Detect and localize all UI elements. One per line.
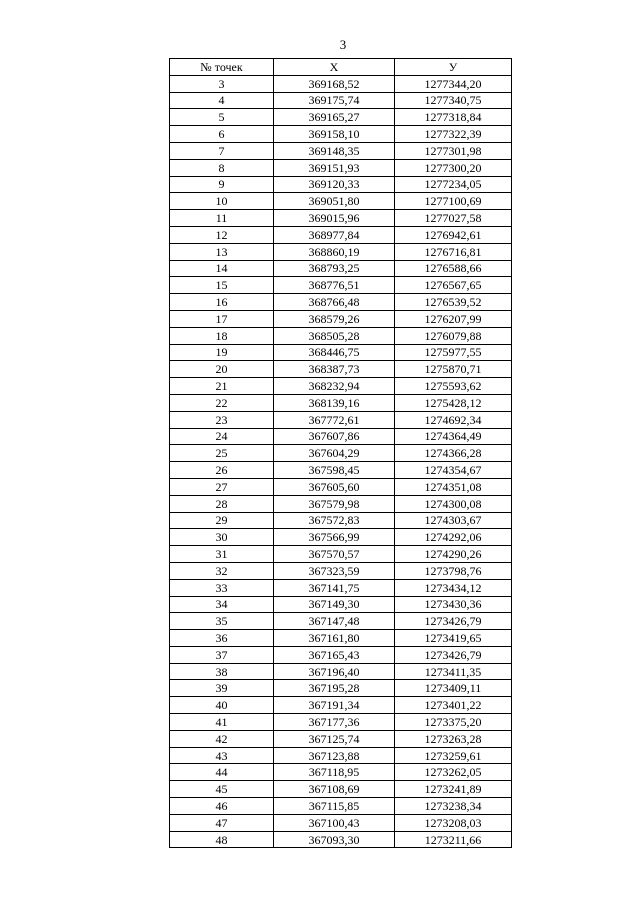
cell-point-number: 27 xyxy=(170,478,274,495)
coordinates-table xyxy=(169,58,512,848)
cell-y: 1274300,08 xyxy=(395,495,512,512)
cell-y: 1273419,65 xyxy=(395,630,512,647)
table-row xyxy=(170,579,512,596)
cell-point-number: 12 xyxy=(170,226,274,243)
table-row xyxy=(170,680,512,697)
cell-x: 369148,35 xyxy=(274,142,395,159)
cell-point-number: 30 xyxy=(170,529,274,546)
cell-x: 369175,74 xyxy=(274,92,395,109)
table-row xyxy=(170,428,512,445)
cell-x: 367196,40 xyxy=(274,663,395,680)
cell-y: 1277100,69 xyxy=(395,193,512,210)
table-row xyxy=(170,277,512,294)
cell-x: 367093,30 xyxy=(274,831,395,848)
cell-y: 1277340,75 xyxy=(395,92,512,109)
cell-x: 369165,27 xyxy=(274,109,395,126)
cell-point-number: 24 xyxy=(170,428,274,445)
cell-point-number: 13 xyxy=(170,243,274,260)
cell-x: 367604,29 xyxy=(274,445,395,462)
cell-x: 367605,60 xyxy=(274,478,395,495)
cell-x: 367123,88 xyxy=(274,747,395,764)
table-row xyxy=(170,210,512,227)
cell-y: 1273208,03 xyxy=(395,814,512,831)
table-row xyxy=(170,394,512,411)
table-row xyxy=(170,495,512,512)
cell-y: 1273401,22 xyxy=(395,697,512,714)
cell-point-number: 33 xyxy=(170,579,274,596)
table-row xyxy=(170,546,512,563)
table-row xyxy=(170,176,512,193)
cell-point-number: 43 xyxy=(170,747,274,764)
cell-point-number: 9 xyxy=(170,176,274,193)
cell-x: 368505,28 xyxy=(274,327,395,344)
cell-y: 1273430,36 xyxy=(395,596,512,613)
cell-point-number: 16 xyxy=(170,294,274,311)
cell-point-number: 25 xyxy=(170,445,274,462)
cell-x: 367125,74 xyxy=(274,730,395,747)
table-row xyxy=(170,630,512,647)
cell-y: 1276942,61 xyxy=(395,226,512,243)
cell-x: 368860,19 xyxy=(274,243,395,260)
cell-y: 1277301,98 xyxy=(395,142,512,159)
cell-x: 368977,84 xyxy=(274,226,395,243)
cell-x: 367147,48 xyxy=(274,613,395,630)
table-row xyxy=(170,260,512,277)
cell-y: 1277344,20 xyxy=(395,75,512,92)
cell-point-number: 3 xyxy=(170,75,274,92)
cell-y: 1276588,66 xyxy=(395,260,512,277)
cell-x: 367161,80 xyxy=(274,630,395,647)
cell-point-number: 23 xyxy=(170,411,274,428)
table-header-row xyxy=(170,59,512,76)
cell-x: 367607,86 xyxy=(274,428,395,445)
cell-x: 367165,43 xyxy=(274,646,395,663)
cell-y: 1273259,61 xyxy=(395,747,512,764)
cell-x: 369158,10 xyxy=(274,126,395,143)
cell-x: 367149,30 xyxy=(274,596,395,613)
table-row xyxy=(170,478,512,495)
table-row xyxy=(170,126,512,143)
page-number: 3 xyxy=(339,37,347,52)
header-x: Х xyxy=(274,59,395,76)
table-row xyxy=(170,646,512,663)
cell-point-number: 32 xyxy=(170,562,274,579)
cell-point-number: 10 xyxy=(170,193,274,210)
cell-point-number: 7 xyxy=(170,142,274,159)
cell-point-number: 18 xyxy=(170,327,274,344)
cell-x: 367572,83 xyxy=(274,512,395,529)
cell-x: 367108,69 xyxy=(274,781,395,798)
cell-x: 369168,52 xyxy=(274,75,395,92)
cell-point-number: 4 xyxy=(170,92,274,109)
cell-point-number: 34 xyxy=(170,596,274,613)
cell-y: 1277234,05 xyxy=(395,176,512,193)
cell-point-number: 35 xyxy=(170,613,274,630)
table-row xyxy=(170,562,512,579)
cell-point-number: 20 xyxy=(170,361,274,378)
cell-y: 1274692,34 xyxy=(395,411,512,428)
header-y: У xyxy=(395,59,512,76)
cell-y: 1277027,58 xyxy=(395,210,512,227)
cell-point-number: 19 xyxy=(170,344,274,361)
cell-x: 367141,75 xyxy=(274,579,395,596)
table-row xyxy=(170,714,512,731)
cell-y: 1273238,34 xyxy=(395,798,512,815)
cell-point-number: 21 xyxy=(170,378,274,395)
table-row xyxy=(170,814,512,831)
cell-point-number: 40 xyxy=(170,697,274,714)
cell-y: 1275870,71 xyxy=(395,361,512,378)
table-row xyxy=(170,159,512,176)
cell-y: 1277318,84 xyxy=(395,109,512,126)
table-row xyxy=(170,92,512,109)
cell-x: 367115,85 xyxy=(274,798,395,815)
cell-point-number: 37 xyxy=(170,646,274,663)
cell-x: 368579,26 xyxy=(274,310,395,327)
cell-x: 368232,94 xyxy=(274,378,395,395)
table-row xyxy=(170,226,512,243)
cell-y: 1273426,79 xyxy=(395,646,512,663)
cell-y: 1273434,12 xyxy=(395,579,512,596)
cell-y: 1275428,12 xyxy=(395,394,512,411)
cell-point-number: 15 xyxy=(170,277,274,294)
cell-y: 1274290,26 xyxy=(395,546,512,563)
cell-point-number: 17 xyxy=(170,310,274,327)
cell-x: 367772,61 xyxy=(274,411,395,428)
cell-y: 1273798,76 xyxy=(395,562,512,579)
cell-point-number: 26 xyxy=(170,462,274,479)
cell-y: 1274303,67 xyxy=(395,512,512,529)
cell-x: 367177,36 xyxy=(274,714,395,731)
cell-x: 367579,98 xyxy=(274,495,395,512)
cell-point-number: 47 xyxy=(170,814,274,831)
table-row xyxy=(170,142,512,159)
cell-point-number: 36 xyxy=(170,630,274,647)
table-row xyxy=(170,613,512,630)
table-row xyxy=(170,596,512,613)
table-row xyxy=(170,445,512,462)
cell-x: 368793,25 xyxy=(274,260,395,277)
cell-point-number: 5 xyxy=(170,109,274,126)
cell-x: 369051,80 xyxy=(274,193,395,210)
cell-x: 368776,51 xyxy=(274,277,395,294)
cell-y: 1274354,67 xyxy=(395,462,512,479)
cell-x: 368766,48 xyxy=(274,294,395,311)
cell-point-number: 42 xyxy=(170,730,274,747)
cell-x: 367100,43 xyxy=(274,814,395,831)
table-row xyxy=(170,310,512,327)
cell-y: 1277322,39 xyxy=(395,126,512,143)
table-row xyxy=(170,781,512,798)
cell-x: 367323,59 xyxy=(274,562,395,579)
table-row xyxy=(170,764,512,781)
table-row xyxy=(170,663,512,680)
table-row xyxy=(170,512,512,529)
cell-y: 1273375,20 xyxy=(395,714,512,731)
cell-point-number: 6 xyxy=(170,126,274,143)
cell-y: 1273409,11 xyxy=(395,680,512,697)
cell-y: 1274292,06 xyxy=(395,529,512,546)
cell-y: 1275977,55 xyxy=(395,344,512,361)
cell-point-number: 46 xyxy=(170,798,274,815)
cell-point-number: 45 xyxy=(170,781,274,798)
table-row xyxy=(170,831,512,848)
cell-point-number: 41 xyxy=(170,714,274,731)
table-row xyxy=(170,798,512,815)
cell-y: 1277300,20 xyxy=(395,159,512,176)
cell-x: 367598,45 xyxy=(274,462,395,479)
cell-y: 1276207,99 xyxy=(395,310,512,327)
table-row xyxy=(170,529,512,546)
cell-y: 1274366,28 xyxy=(395,445,512,462)
table-row xyxy=(170,697,512,714)
cell-y: 1273211,66 xyxy=(395,831,512,848)
cell-point-number: 11 xyxy=(170,210,274,227)
cell-point-number: 44 xyxy=(170,764,274,781)
cell-point-number: 8 xyxy=(170,159,274,176)
cell-x: 367570,57 xyxy=(274,546,395,563)
cell-x: 367195,28 xyxy=(274,680,395,697)
cell-point-number: 28 xyxy=(170,495,274,512)
table-row xyxy=(170,75,512,92)
cell-point-number: 38 xyxy=(170,663,274,680)
cell-point-number: 14 xyxy=(170,260,274,277)
table-row xyxy=(170,327,512,344)
cell-y: 1273426,79 xyxy=(395,613,512,630)
cell-point-number: 22 xyxy=(170,394,274,411)
table-row xyxy=(170,462,512,479)
cell-x: 367118,95 xyxy=(274,764,395,781)
cell-x: 367566,99 xyxy=(274,529,395,546)
table-row xyxy=(170,243,512,260)
cell-y: 1276079,88 xyxy=(395,327,512,344)
table-body xyxy=(170,75,512,848)
cell-point-number: 31 xyxy=(170,546,274,563)
table-row xyxy=(170,411,512,428)
table-row xyxy=(170,294,512,311)
cell-y: 1273263,28 xyxy=(395,730,512,747)
cell-y: 1276539,52 xyxy=(395,294,512,311)
table-row xyxy=(170,109,512,126)
table-row xyxy=(170,730,512,747)
cell-y: 1275593,62 xyxy=(395,378,512,395)
cell-x: 367191,34 xyxy=(274,697,395,714)
cell-x: 369151,93 xyxy=(274,159,395,176)
table-row xyxy=(170,378,512,395)
cell-y: 1273411,35 xyxy=(395,663,512,680)
cell-y: 1274364,49 xyxy=(395,428,512,445)
cell-x: 368387,73 xyxy=(274,361,395,378)
cell-y: 1274351,08 xyxy=(395,478,512,495)
cell-x: 369015,96 xyxy=(274,210,395,227)
table-row xyxy=(170,193,512,210)
cell-point-number: 29 xyxy=(170,512,274,529)
cell-point-number: 48 xyxy=(170,831,274,848)
cell-x: 368139,16 xyxy=(274,394,395,411)
cell-point-number: 39 xyxy=(170,680,274,697)
table-row xyxy=(170,344,512,361)
cell-y: 1273262,05 xyxy=(395,764,512,781)
cell-x: 369120,33 xyxy=(274,176,395,193)
cell-y: 1276567,65 xyxy=(395,277,512,294)
table-row xyxy=(170,361,512,378)
cell-x: 368446,75 xyxy=(274,344,395,361)
header-point-number: № точек xyxy=(170,59,274,76)
table-row xyxy=(170,747,512,764)
cell-y: 1273241,89 xyxy=(395,781,512,798)
cell-y: 1276716,81 xyxy=(395,243,512,260)
